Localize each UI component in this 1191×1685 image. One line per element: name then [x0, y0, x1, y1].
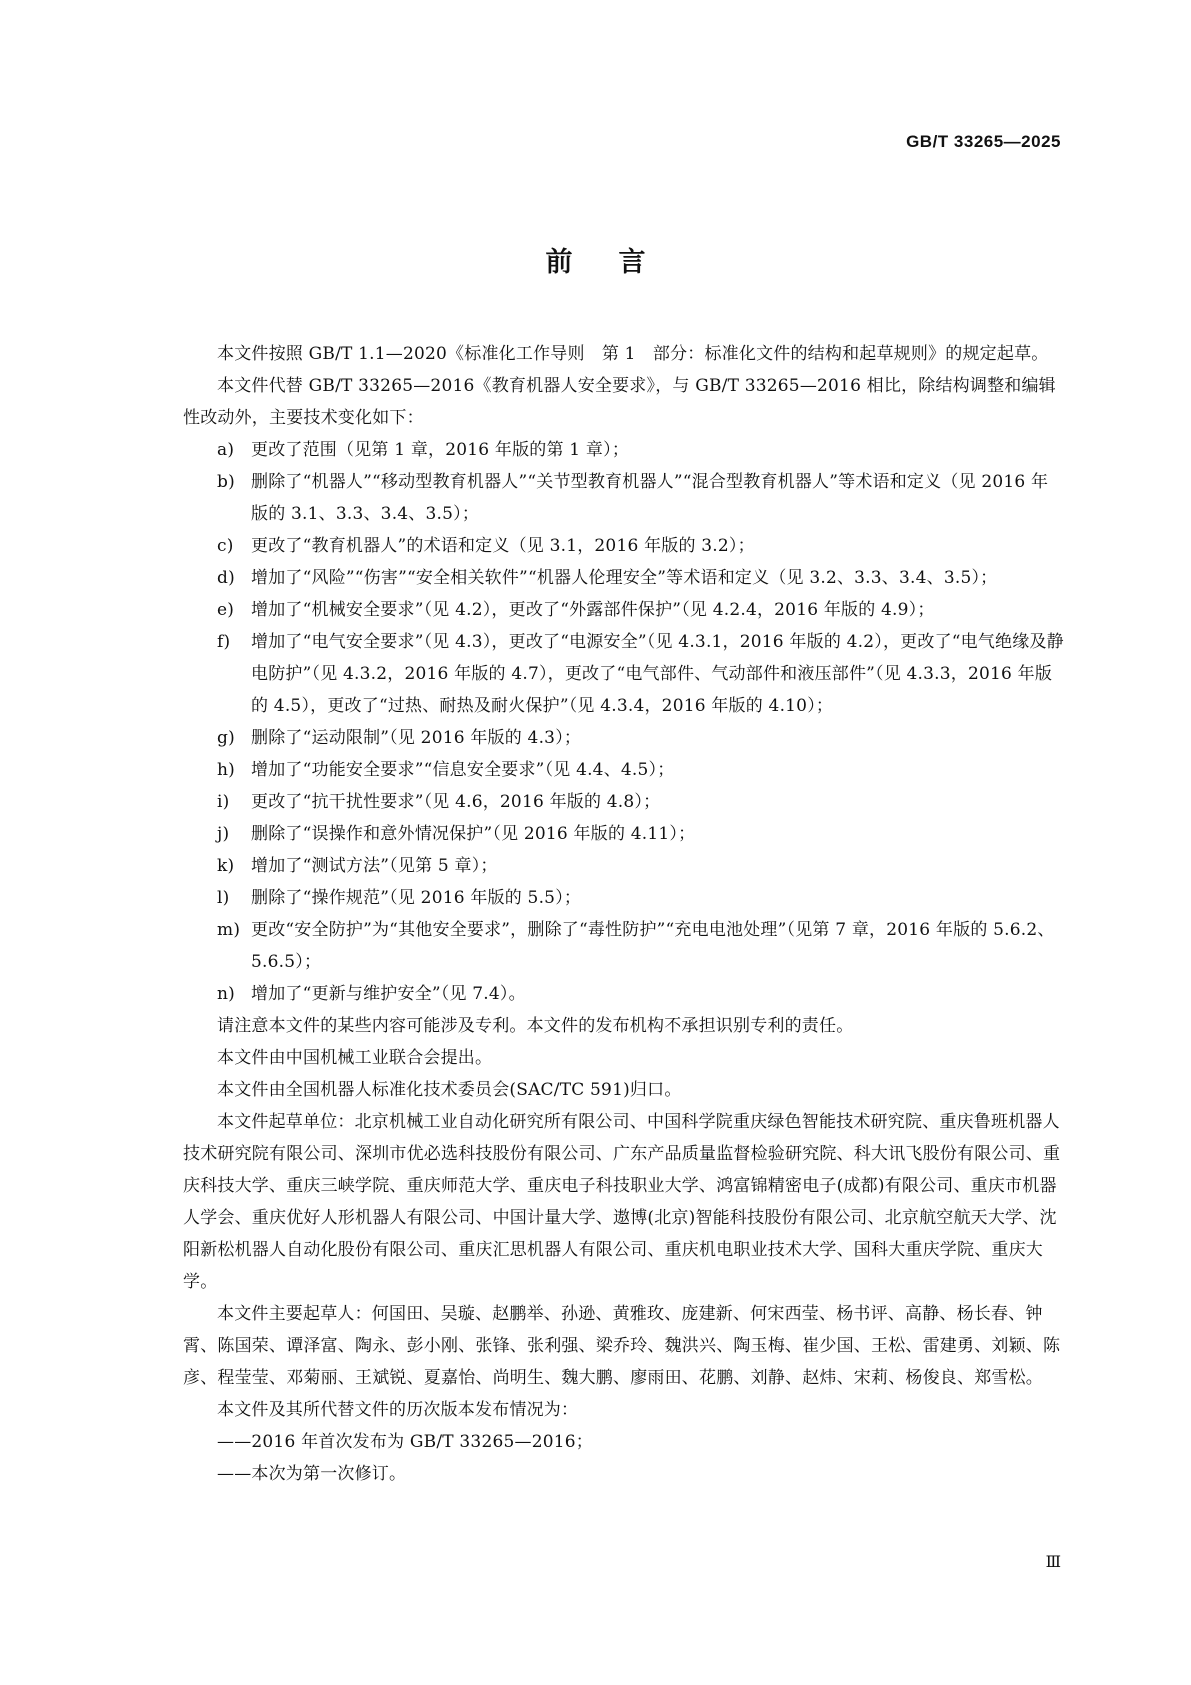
- list-marker: b): [217, 472, 235, 492]
- list-marker: n): [217, 984, 235, 1004]
- committee-statement: 本文件由全国机器人标准化技术委员会(SAC/TC 591)归口。: [217, 1080, 682, 1100]
- standard-code: GB/T 33265—2025: [906, 132, 1061, 151]
- list-text: 增加了“功能安全要求”“信息安全要求”（见 4.4、4.5）；: [251, 760, 675, 780]
- foreword-body: [183, 338, 1065, 1490]
- list-item: [183, 978, 1065, 1010]
- list-item: [183, 466, 1065, 530]
- list-item: [183, 786, 1065, 818]
- history-item: ——2016 年首次发布为 GB/T 33265—2016；: [217, 1432, 593, 1452]
- list-marker: m): [217, 920, 241, 940]
- list-item: [183, 850, 1065, 882]
- changes-list: [183, 434, 1065, 1010]
- list-text: 增加了“更新与维护安全”（见 7.4）。: [251, 984, 526, 1004]
- page-number: Ⅲ: [1045, 1552, 1061, 1571]
- list-item: [183, 722, 1065, 754]
- list-text: 更改“安全防护”为“其他安全要求”，删除了“毒性防护”“充电电池处理”（见第 7 章，2016 年版的 5.6.2、5.6.5）；: [251, 920, 1055, 972]
- list-text: 增加了“电气安全要求”（见 4.3），更改了“电源安全”（见 4.3.1，2016 年版的 4.2），更改了“电气绝缘及静电防护”（见 4.3.2，2016 年版的 4.7），更改了“电气部件、气动部件和液压部件”（见 4.3.3，2016 年版的 4.5），更改了“过热、耐热及耐火保护”（见 4.3.4，2016 年版的 4.10）；: [251, 632, 1064, 716]
- list-item: [183, 754, 1065, 786]
- list-marker: g): [217, 728, 235, 748]
- page-title: 前言: [545, 247, 692, 278]
- intro-paragraph: 本文件按照 GB/T 1.1—2020《标准化工作导则 第 1 部分：标准化文件的结构和起草规则》的规定起草。: [217, 344, 1049, 364]
- intro-paragraph: 本文件代替 GB/T 33265—2016《教育机器人安全要求》，与 GB/T 33265—2016 相比，除结构调整和编辑性改动外，主要技术变化如下：: [183, 376, 1056, 428]
- list-marker: e): [217, 600, 235, 620]
- list-text: 增加了“风险”“伤害”“安全相关软件”“机器人伦理安全”等术语和定义（见 3.2、3.3、3.4、3.5）；: [251, 568, 998, 588]
- patent-notice: 请注意本文件的某些内容可能涉及专利。本文件的发布机构不承担识别专利的责任。: [217, 1016, 854, 1036]
- list-marker: i): [217, 792, 230, 812]
- list-item: [183, 914, 1065, 978]
- list-marker: j): [217, 824, 230, 844]
- list-marker: l): [217, 888, 230, 908]
- list-text: 更改了“抗干扰性要求”（见 4.6，2016 年版的 4.8）；: [251, 792, 661, 812]
- list-item: [183, 882, 1065, 914]
- proposer-statement: 本文件由中国机械工业联合会提出。: [217, 1048, 493, 1068]
- drafters: 本文件主要起草人：何国田、吴璇、赵鹏举、孙逊、黄雅玫、庞建新、何宋西莹、杨书评、高静、杨长春、钟霄、陈国荣、谭泽富、陶永、彭小刚、张锋、张利强、梁乔玲、魏洪兴、陶玉梅、崔少国、王松、雷建勇、刘颖、陈彦、程莹莹、邓菊丽、王斌锐、夏嘉怡、尚明生、魏大鹏、廖雨田、花鹏、刘静、赵炜、宋莉、杨俊良、郑雪松。: [183, 1304, 1061, 1388]
- list-text: 增加了“机械安全要求”（见 4.2），更改了“外露部件保护”（见 4.2.4，2016 年版的 4.9）；: [251, 600, 935, 620]
- list-marker: c): [217, 536, 234, 556]
- list-item: [183, 594, 1065, 626]
- history-item: ——本次为第一次修订。: [217, 1464, 407, 1484]
- list-text: 更改了“教育机器人”的术语和定义（见 3.1，2016 年版的 3.2）；: [251, 536, 755, 556]
- list-text: 删除了“机器人”“移动型教育机器人”“关节型教育机器人”“混合型教育机器人”等术语和定义（见 2016 年版的 3.1、3.3、3.4、3.5）；: [251, 472, 1049, 524]
- list-text: 更改了范围（见第 1 章，2016 年版的第 1 章）；: [251, 440, 630, 460]
- list-text: 删除了“运动限制”（见 2016 年版的 4.3）；: [251, 728, 582, 748]
- list-text: 删除了“操作规范”（见 2016 年版的 5.5）；: [251, 888, 582, 908]
- list-item: [183, 434, 1065, 466]
- list-item: [183, 818, 1065, 850]
- list-item: [183, 530, 1065, 562]
- list-marker: d): [217, 568, 235, 588]
- version-history-intro: 本文件及其所代替文件的历次版本发布情况为：: [217, 1400, 579, 1420]
- list-item: [183, 626, 1065, 722]
- list-item: [183, 562, 1065, 594]
- drafting-organizations: 本文件起草单位：北京机械工业自动化研究所有限公司、中国科学院重庆绿色智能技术研究院、重庆鲁班机器人技术研究院有限公司、深圳市优必选科技股份有限公司、广东产品质量监督检验研究院、科大讯飞股份有限公司、重庆科技大学、重庆三峡学院、重庆师范大学、重庆电子科技职业大学、鸿富锦精密电子(成都)有限公司、重庆市机器人学会、重庆优好人形机器人有限公司、中国计量大学、遨博(北京)智能科技股份有限公司、北京航空航天大学、沈阳新松机器人自动化股份有限公司、重庆汇思机器人有限公司、重庆机电职业技术大学、国科大重庆学院、重庆大学。: [183, 1112, 1061, 1292]
- list-marker: a): [217, 440, 235, 460]
- list-text: 增加了“测试方法”（见第 5 章）；: [251, 856, 498, 876]
- list-marker: h): [217, 760, 235, 780]
- list-text: 删除了“误操作和意外情况保护”（见 2016 年版的 4.11）；: [251, 824, 696, 844]
- list-marker: f): [217, 632, 231, 652]
- list-marker: k): [217, 856, 235, 876]
